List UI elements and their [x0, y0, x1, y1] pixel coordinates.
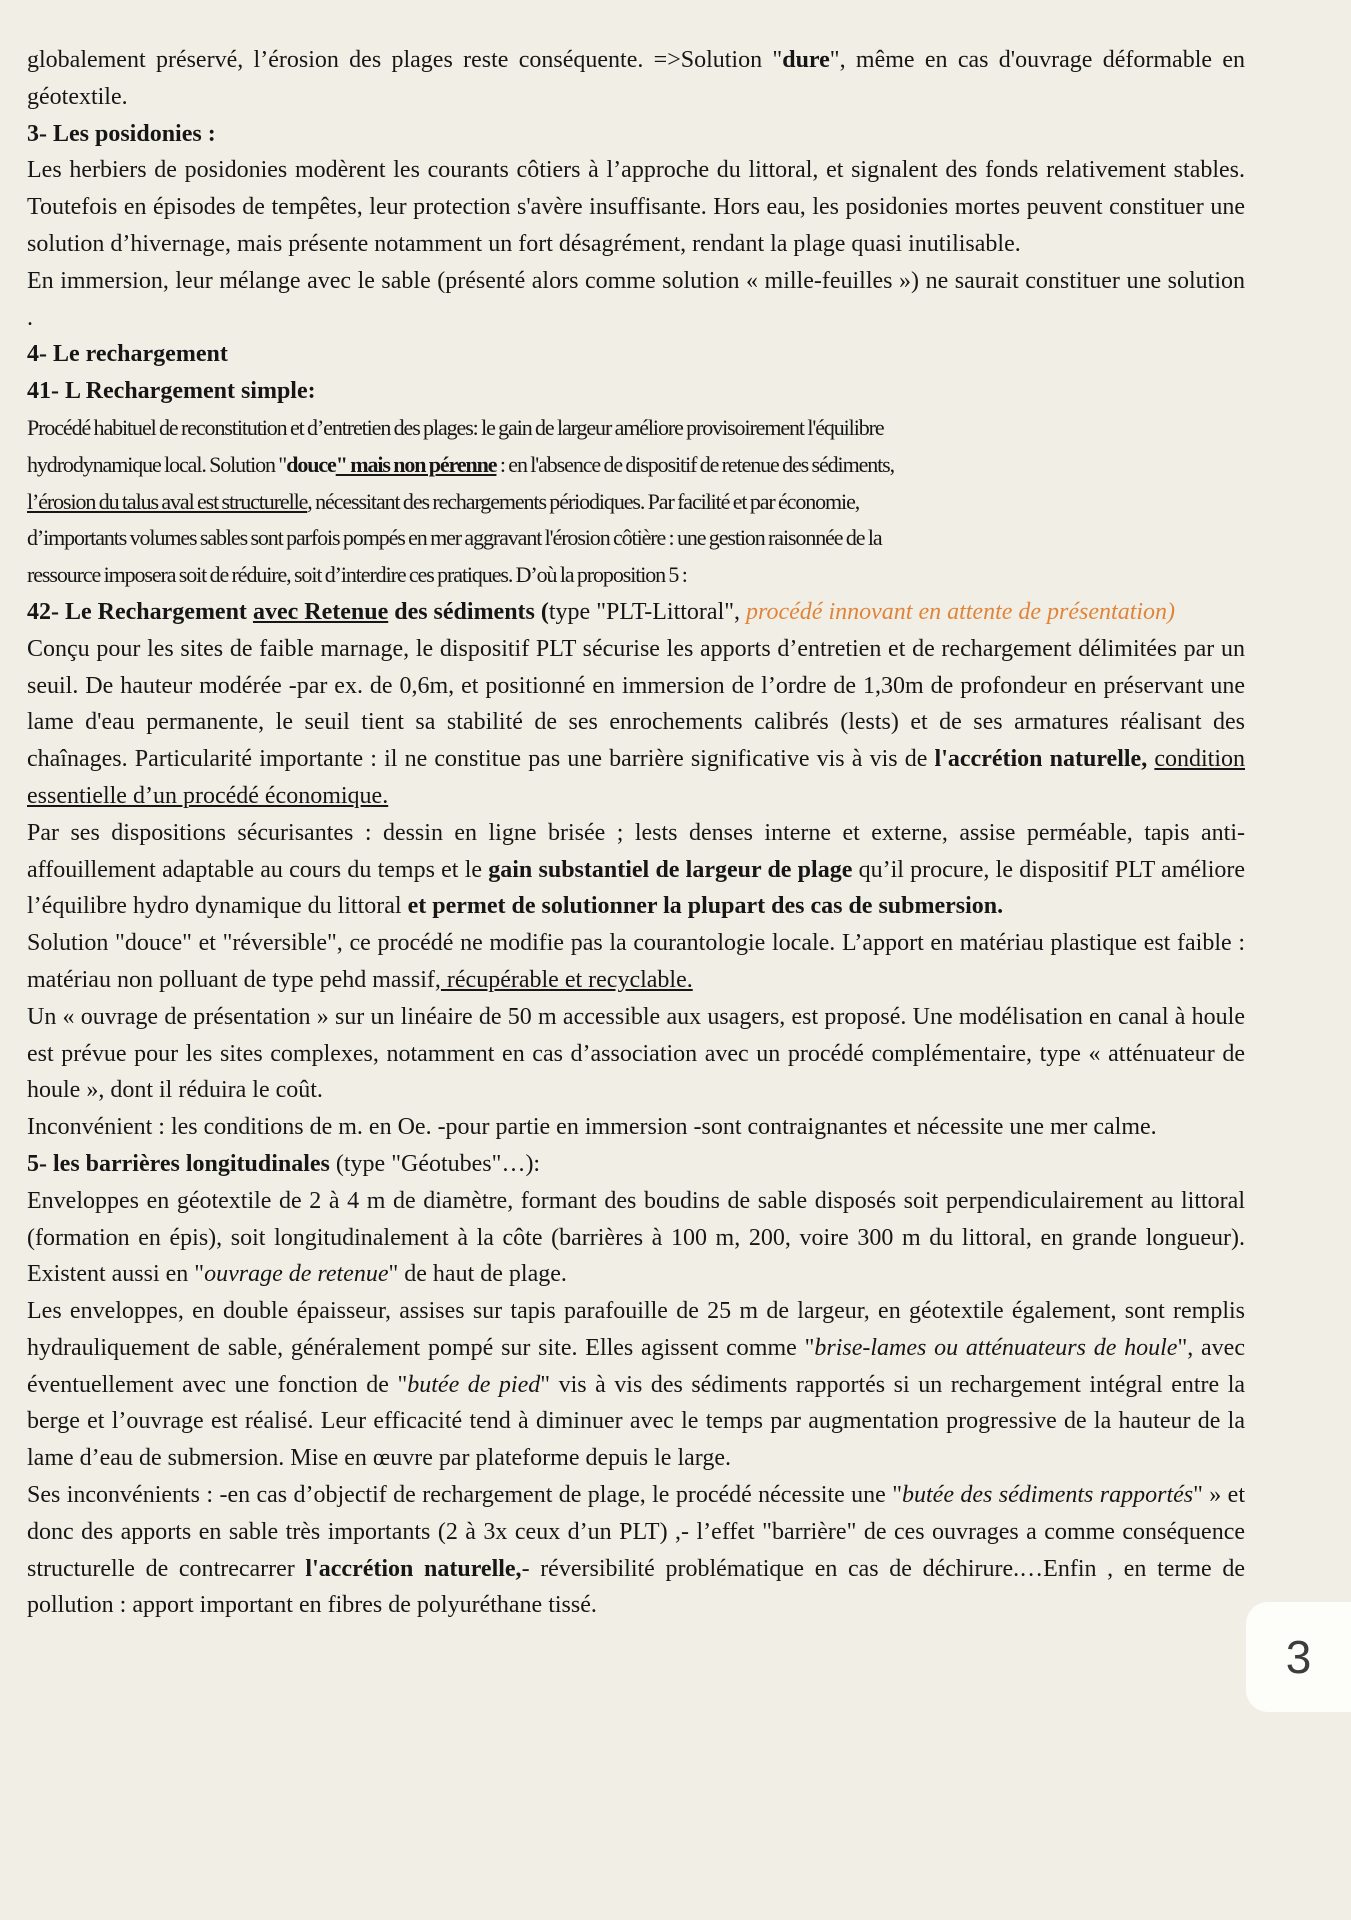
- section-3-heading: 3- Les posidonies :: [27, 120, 216, 147]
- s5-p1-text: Enveloppes en géotextile de 2 à 4 m de diamètre, formant des boudins de sable disposés soit perpendiculairement au littoral (formation en épis), soit longitudinalement à la côte (barrières à 100 m, 200, voire 300 m du littoral, en grande longueur). Existent aussi en ": [27, 1187, 1245, 1288]
- s5-p3-text-3: - réversibilité problématique en cas de déchirure.…Enfin , en terme de pollution : apport important en fibres de polyuréthane tissé.: [27, 1555, 1245, 1619]
- intro-paragraph: [27, 42, 1245, 116]
- section-42-paragraph-5: Inconvénient : les conditions de m. en Oe. -pour partie en immersion -sont contraignantes et nécessite une mer calme.: [27, 1114, 1157, 1141]
- section-41-line-2: [27, 447, 1245, 484]
- section-42-paragraph-1: [27, 631, 1245, 815]
- section-4-heading: 4- Le rechargement: [27, 341, 228, 368]
- line-3-underlined: l’érosion du talus aval est structurelle: [27, 488, 308, 514]
- section-5-paragraph-2: [27, 1293, 1245, 1477]
- section-42-paragraph-3: [27, 925, 1245, 999]
- s42-p1-underlined: condition essentielle d’un procédé économique.: [27, 746, 1246, 809]
- s5-p2-text-3: " vis à vis des sédiments rapportés si un rechargement intégral entre la berge et l’ouvrage est réalisé. Leur efficacité tend à diminuer avec le temps par augmentation progressive de la hauteur de la lame d’eau de submersion. Mise en œuvre par plateforme depuis le large.: [27, 1371, 1246, 1472]
- section-42-paragraph-2: [27, 815, 1245, 925]
- section-3-paragraph-2: En immersion, leur mélange avec le sable (présenté alors comme solution « mille-feuilles ») ne saurait constituer une solution .: [27, 267, 1245, 331]
- s5-p3-bold: l'accrétion naturelle,: [305, 1555, 522, 1582]
- section-5-heading: [27, 1146, 1245, 1183]
- line-2-bold: douce: [286, 451, 336, 477]
- s5-p3-text-2: " » et donc des apports en sable très importants (2 à 3x ceux d’un PLT) ,- l’effet "barrière" de ces ouvrages a comme conséquence structurelle de contrecarrer: [27, 1482, 1245, 1582]
- section-5-paragraph-1: [27, 1183, 1245, 1293]
- line-2-text: hydrodynamique local. Solution ": [27, 451, 287, 477]
- s42-p3-text: Solution "douce" et "réversible", ce procédé ne modifie pas la courantologie locale. L’apport en matériau plastique est faible : matériau non polluant de type pehd massif,: [27, 930, 1245, 993]
- s5-p2-text-2: ", avec éventuellement avec une fonction de ": [27, 1334, 1245, 1398]
- s42-p2-bold-2: et permet de solutionner la plupart des cas de submersion.: [407, 893, 1004, 920]
- s5-p3-italic: butée des sédiments rapportés: [902, 1482, 1194, 1509]
- s42-p1-text: Conçu pour les sites de faible marnage, le dispositif PLT sécurise les apports d’entretien et de rechargement délimitées par un seuil. De hauteur modérée -par ex. de 0,6m, et positionné en immersion de l’ordre de 1,30m de profondeur en préservant une lame d'eau permanente, le seuil tient sa stabilité de ses enrochements calibrés (lests) et de ses armatures réalisant des chaînages. Particularité importante : il ne constitue pas une barrière significative vis à vis de: [27, 635, 1245, 773]
- page-number-badge: 3: [1246, 1602, 1351, 1712]
- section-3-paragraph-1: Les herbiers de posidonies modèrent les courants côtiers à l’approche du littoral, et signalent des fonds relativement stables. Toutefois en épisodes de tempêtes, leur protection s'avère insuffisante. Hors eau, les posidonies mortes peuvent constituer une solution d’hivernage, mais présente notamment un fort désagrément, rendant la plage quasi inutilisable.: [27, 157, 1245, 257]
- s42-p2-bold-1: gain substantiel de largeur de plage: [488, 856, 853, 883]
- s42-title-underlined: avec Retenue: [252, 598, 389, 625]
- section-41-line-3: [27, 484, 1245, 521]
- s42-p2-text-2: qu’il procure, le dispositif PLT améliore l’équilibre hydro dynamique du littoral: [27, 856, 1246, 920]
- section-41-line-5: ressource imposera soit de réduire, soit d’interdire ces pratiques. D’où la proposition 5 :: [27, 562, 687, 588]
- section-42-paragraph-4: Un « ouvrage de présentation » sur un linéaire de 50 m accessible aux usagers, est proposé. Une modélisation en canal à houle est prévue pour les sites complexes, notamment en cas d’association avec un procédé complémentaire, type « atténuateur de houle », dont il réduira le coût.: [27, 1003, 1245, 1104]
- s42-title-type: type "PLT-Littoral",: [548, 598, 747, 625]
- s5-title-bold: 5- les barrières longitudinales: [27, 1150, 330, 1177]
- s42-title-middle: des sédiments (: [388, 598, 549, 625]
- section-5-paragraph-3: [27, 1477, 1245, 1624]
- s5-p2-italic-1: brise-lames ou atténuateurs de houle: [814, 1334, 1178, 1361]
- section-41-heading: 41- L Rechargement simple:: [27, 378, 316, 405]
- line-3-text: , nécessitant des rechargements périodiques. Par facilité et par économie,: [307, 488, 860, 514]
- document-page: [27, 42, 1245, 1624]
- s5-p2-italic-2: butée de pied: [407, 1371, 541, 1398]
- section-41-line-4: d’importants volumes sables sont parfois pompés en mer aggravant l'érosion côtière : une gestion raisonnée de la: [27, 525, 882, 551]
- s5-p2-text: Les enveloppes, en double épaisseur, assises sur tapis parafouille de 25 m de largeur, en géotextile également, sont remplis hydrauliquement de sable, généralement pompé sur site. Elles agissent comme ": [27, 1298, 1245, 1361]
- s5-p3-text: Ses inconvénients : -en cas d’objectif de rechargement de plage, le procédé nécessite une ": [27, 1482, 902, 1509]
- s5-title-type: (type "Géotubes"…):: [329, 1150, 541, 1177]
- intro-text-end: ", même en cas d'ouvrage déformable en géotextile.: [27, 47, 1245, 110]
- s42-p3-underlined: récupérable et recyclable.: [440, 966, 693, 993]
- s42-title-start: 42- Le Rechargement: [27, 598, 253, 625]
- line-2-text-end: : en l'absence de dispositif de retenue des sédiments,: [496, 451, 895, 477]
- s42-p1-bold: l'accrétion naturelle,: [934, 746, 1148, 773]
- s42-p2-text: Par ses dispositions sécurisantes : dessin en ligne brisée ; lests denses interne et externe, assise perméable, tapis anti-affouillement adaptable au cours du temps et le: [27, 819, 1245, 883]
- line-2-bold-underlined: " mais non pérenne: [335, 451, 497, 477]
- s42-title-note: procédé innovant en attente de présentation: [746, 598, 1168, 625]
- s5-p1-italic: ouvrage de retenue: [204, 1261, 389, 1288]
- s42-title-close: ): [1167, 598, 1176, 625]
- intro-text: globalement préservé, l’érosion des plages reste conséquente. =>Solution ": [27, 47, 783, 73]
- s5-p1-text-end: " de haut de plage.: [388, 1261, 567, 1288]
- intro-bold: dure: [782, 47, 830, 73]
- section-41-text: [27, 410, 1245, 594]
- section-41-line-1: Procédé habituel de reconstitution et d’entretien des plages: le gain de largeur améliore provisoirement l'équilibre: [27, 414, 884, 440]
- section-42-heading: [27, 594, 1245, 631]
